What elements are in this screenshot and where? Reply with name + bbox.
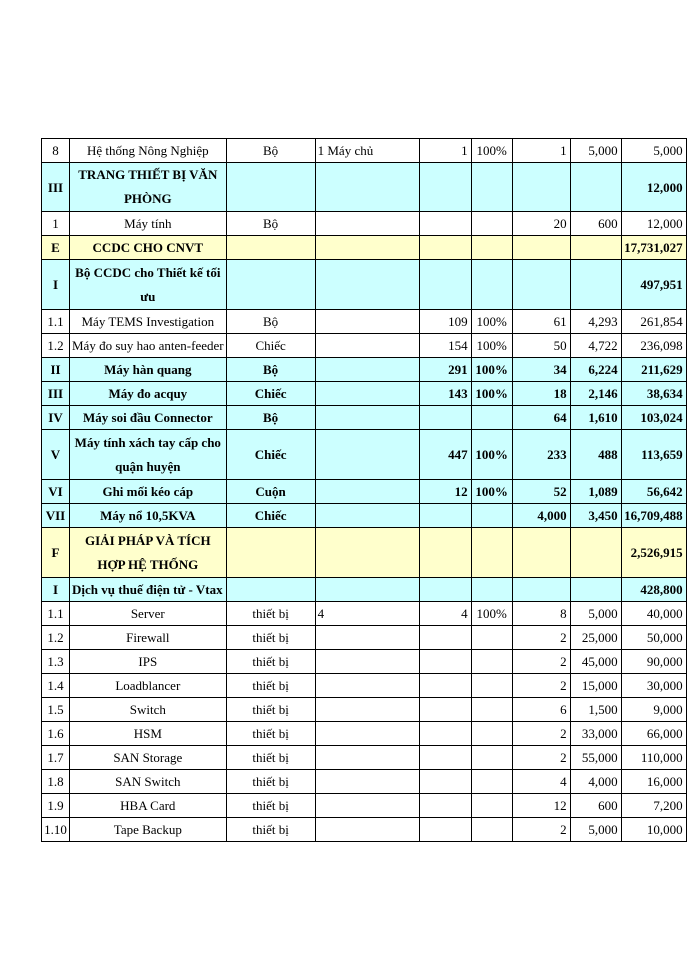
quantity-cell	[419, 746, 471, 770]
count-cell: 8	[512, 602, 570, 626]
item-name-cell: Máy soi đầu Connector	[70, 406, 227, 430]
spec-cell	[315, 794, 419, 818]
unit-price-cell	[570, 163, 621, 212]
total-cell: 30,000	[621, 674, 686, 698]
stt-cell: 1.10	[42, 818, 70, 842]
stt-cell: 1.3	[42, 650, 70, 674]
stt-cell: VII	[42, 504, 70, 528]
total-cell: 113,659	[621, 430, 686, 480]
count-cell: 1	[512, 139, 570, 163]
total-cell: 497,951	[621, 260, 686, 310]
quantity-cell	[419, 260, 471, 310]
item-name-cell: Máy nổ 10,5KVA	[70, 504, 227, 528]
item-name-cell: Máy TEMS Investigation	[70, 310, 227, 334]
table-row	[42, 818, 687, 842]
stt-cell: 1.7	[42, 746, 70, 770]
unit-cell: thiết bị	[226, 674, 315, 698]
spec-cell	[315, 430, 419, 480]
count-cell: 34	[512, 358, 570, 382]
count-cell: 2	[512, 722, 570, 746]
stt-cell: III	[42, 382, 70, 406]
quantity-cell: 4	[419, 602, 471, 626]
unit-cell: thiết bị	[226, 746, 315, 770]
unit-price-cell: 1,089	[570, 480, 621, 504]
total-cell: 90,000	[621, 650, 686, 674]
total-cell: 56,642	[621, 480, 686, 504]
percent-cell	[471, 504, 512, 528]
item-name-cell: Dịch vụ thuế điện tử - Vtax	[70, 578, 227, 602]
unit-price-cell: 2,146	[570, 382, 621, 406]
stt-cell: 8	[42, 139, 70, 163]
item-name-cell: Switch	[70, 698, 227, 722]
unit-cell: Chiếc	[226, 334, 315, 358]
stt-cell: III	[42, 163, 70, 212]
quantity-cell	[419, 406, 471, 430]
unit-price-cell	[570, 236, 621, 260]
total-cell: 103,024	[621, 406, 686, 430]
item-name-cell: Máy đo suy hao anten-feeder	[70, 334, 227, 358]
quantity-cell: 291	[419, 358, 471, 382]
count-cell: 6	[512, 698, 570, 722]
unit-price-cell: 488	[570, 430, 621, 480]
total-cell: 211,629	[621, 358, 686, 382]
unit-cell: thiết bị	[226, 794, 315, 818]
spec-cell	[315, 358, 419, 382]
spec-cell	[315, 382, 419, 406]
percent-cell: 100%	[471, 480, 512, 504]
percent-cell	[471, 406, 512, 430]
unit-cell: thiết bị	[226, 650, 315, 674]
percent-cell: 100%	[471, 358, 512, 382]
quantity-cell	[419, 236, 471, 260]
percent-cell	[471, 818, 512, 842]
unit-cell: Chiếc	[226, 382, 315, 406]
total-cell: 110,000	[621, 746, 686, 770]
total-cell: 50,000	[621, 626, 686, 650]
percent-cell	[471, 578, 512, 602]
count-cell	[512, 163, 570, 212]
percent-cell: 100%	[471, 334, 512, 358]
table-row	[42, 578, 687, 602]
percent-cell	[471, 626, 512, 650]
count-cell: 12	[512, 794, 570, 818]
table-row	[42, 746, 687, 770]
percent-cell: 100%	[471, 430, 512, 480]
count-cell	[512, 260, 570, 310]
spec-cell	[315, 626, 419, 650]
total-cell: 10,000	[621, 818, 686, 842]
percent-cell	[471, 770, 512, 794]
spec-cell	[315, 406, 419, 430]
percent-cell	[471, 746, 512, 770]
total-cell: 236,098	[621, 334, 686, 358]
unit-price-cell: 5,000	[570, 602, 621, 626]
count-cell	[512, 578, 570, 602]
unit-cell: Chiếc	[226, 430, 315, 480]
table-row	[42, 334, 687, 358]
table-row	[42, 406, 687, 430]
spec-cell	[315, 236, 419, 260]
unit-price-cell: 600	[570, 794, 621, 818]
quantity-cell: 109	[419, 310, 471, 334]
percent-cell	[471, 260, 512, 310]
table-row	[42, 212, 687, 236]
unit-cell	[226, 578, 315, 602]
unit-cell	[226, 163, 315, 212]
table-row	[42, 310, 687, 334]
spec-cell	[315, 480, 419, 504]
item-name-cell: HSM	[70, 722, 227, 746]
spec-cell	[315, 818, 419, 842]
count-cell: 64	[512, 406, 570, 430]
item-name-cell: SAN Switch	[70, 770, 227, 794]
item-name-cell: Bộ CCDC cho Thiết kế tối ưu	[70, 260, 227, 310]
unit-price-cell: 55,000	[570, 746, 621, 770]
total-cell: 12,000	[621, 163, 686, 212]
percent-cell: 100%	[471, 382, 512, 406]
unit-cell: Bộ	[226, 212, 315, 236]
stt-cell: I	[42, 578, 70, 602]
percent-cell	[471, 722, 512, 746]
spec-cell	[315, 528, 419, 578]
stt-cell: F	[42, 528, 70, 578]
table-row	[42, 480, 687, 504]
percent-cell	[471, 794, 512, 818]
count-cell: 61	[512, 310, 570, 334]
spec-cell	[315, 310, 419, 334]
unit-price-cell: 25,000	[570, 626, 621, 650]
table-row	[42, 260, 687, 310]
unit-price-cell: 6,224	[570, 358, 621, 382]
unit-cell	[226, 528, 315, 578]
unit-cell	[226, 236, 315, 260]
stt-cell: I	[42, 260, 70, 310]
item-name-cell: GIẢI PHÁP VÀ TÍCH HỢP HỆ THỐNG	[70, 528, 227, 578]
spec-cell	[315, 260, 419, 310]
spec-cell	[315, 212, 419, 236]
item-name-cell: Máy tính xách tay cấp cho quận huyện	[70, 430, 227, 480]
unit-cell: thiết bị	[226, 770, 315, 794]
stt-cell: 1	[42, 212, 70, 236]
unit-price-cell: 5,000	[570, 139, 621, 163]
unit-price-cell: 1,500	[570, 698, 621, 722]
total-cell: 12,000	[621, 212, 686, 236]
item-name-cell: HBA Card	[70, 794, 227, 818]
unit-cell: Bộ	[226, 310, 315, 334]
percent-cell	[471, 212, 512, 236]
quantity-cell	[419, 674, 471, 698]
quantity-cell	[419, 163, 471, 212]
unit-price-cell: 3,450	[570, 504, 621, 528]
total-cell: 17,731,027	[621, 236, 686, 260]
unit-price-cell: 4,722	[570, 334, 621, 358]
quantity-cell: 1	[419, 139, 471, 163]
table-row	[42, 358, 687, 382]
unit-price-cell	[570, 528, 621, 578]
item-name-cell: Server	[70, 602, 227, 626]
quantity-cell: 143	[419, 382, 471, 406]
quantity-cell: 12	[419, 480, 471, 504]
count-cell: 4	[512, 770, 570, 794]
total-cell: 66,000	[621, 722, 686, 746]
stt-cell: 1.6	[42, 722, 70, 746]
count-cell	[512, 528, 570, 578]
unit-cell: Cuộn	[226, 480, 315, 504]
unit-price-cell: 5,000	[570, 818, 621, 842]
table-row	[42, 139, 687, 163]
unit-cell: Chiếc	[226, 504, 315, 528]
table-row	[42, 674, 687, 698]
quantity-cell	[419, 794, 471, 818]
item-name-cell: Loadblancer	[70, 674, 227, 698]
quantity-cell	[419, 650, 471, 674]
unit-price-cell: 4,293	[570, 310, 621, 334]
table-row	[42, 794, 687, 818]
unit-cell: Bộ	[226, 139, 315, 163]
total-cell: 9,000	[621, 698, 686, 722]
table-row	[42, 528, 687, 578]
percent-cell: 100%	[471, 602, 512, 626]
table-row	[42, 602, 687, 626]
percent-cell	[471, 674, 512, 698]
item-name-cell: TRANG THIẾT BỊ VĂN PHÒNG	[70, 163, 227, 212]
stt-cell: IV	[42, 406, 70, 430]
quantity-cell	[419, 578, 471, 602]
item-name-cell: Máy hàn quang	[70, 358, 227, 382]
stt-cell: II	[42, 358, 70, 382]
spec-cell	[315, 650, 419, 674]
quantity-cell	[419, 626, 471, 650]
spec-cell	[315, 334, 419, 358]
stt-cell: 1.2	[42, 626, 70, 650]
item-name-cell: Hệ thống Nông Nghiệp	[70, 139, 227, 163]
stt-cell: 1.1	[42, 310, 70, 334]
unit-cell: thiết bị	[226, 818, 315, 842]
count-cell: 233	[512, 430, 570, 480]
count-cell: 52	[512, 480, 570, 504]
quantity-cell	[419, 818, 471, 842]
percent-cell	[471, 698, 512, 722]
total-cell: 261,854	[621, 310, 686, 334]
item-name-cell: Tape Backup	[70, 818, 227, 842]
spec-cell	[315, 770, 419, 794]
quantity-cell	[419, 698, 471, 722]
total-cell: 40,000	[621, 602, 686, 626]
table-row	[42, 382, 687, 406]
unit-price-cell	[570, 260, 621, 310]
stt-cell: 1.5	[42, 698, 70, 722]
spec-cell	[315, 698, 419, 722]
table-row	[42, 163, 687, 212]
item-name-cell: SAN Storage	[70, 746, 227, 770]
quantity-cell	[419, 504, 471, 528]
total-cell: 38,634	[621, 382, 686, 406]
item-name-cell: IPS	[70, 650, 227, 674]
unit-price-cell: 45,000	[570, 650, 621, 674]
unit-price-cell: 15,000	[570, 674, 621, 698]
table-row	[42, 504, 687, 528]
total-cell: 7,200	[621, 794, 686, 818]
quantity-cell	[419, 212, 471, 236]
table-row	[42, 698, 687, 722]
stt-cell: E	[42, 236, 70, 260]
unit-cell: thiết bị	[226, 722, 315, 746]
quantity-cell	[419, 722, 471, 746]
unit-price-cell: 4,000	[570, 770, 621, 794]
stt-cell: 1.4	[42, 674, 70, 698]
count-cell: 50	[512, 334, 570, 358]
stt-cell: V	[42, 430, 70, 480]
unit-price-cell: 33,000	[570, 722, 621, 746]
spec-cell	[315, 578, 419, 602]
table-row	[42, 650, 687, 674]
stt-cell: 1.9	[42, 794, 70, 818]
quantity-cell	[419, 770, 471, 794]
percent-cell	[471, 528, 512, 578]
count-cell: 2	[512, 626, 570, 650]
percent-cell	[471, 163, 512, 212]
stt-cell: 1.1	[42, 602, 70, 626]
unit-cell: Bộ	[226, 406, 315, 430]
total-cell: 428,800	[621, 578, 686, 602]
count-cell: 4,000	[512, 504, 570, 528]
stt-cell: 1.8	[42, 770, 70, 794]
item-name-cell: CCDC CHO CNVT	[70, 236, 227, 260]
unit-price-cell: 1,610	[570, 406, 621, 430]
total-cell: 2,526,915	[621, 528, 686, 578]
percent-cell	[471, 236, 512, 260]
unit-cell: Bộ	[226, 358, 315, 382]
unit-price-cell	[570, 578, 621, 602]
count-cell	[512, 236, 570, 260]
total-cell: 16,709,488	[621, 504, 686, 528]
count-cell: 2	[512, 650, 570, 674]
quantity-cell: 154	[419, 334, 471, 358]
item-name-cell: Ghi mối kéo cáp	[70, 480, 227, 504]
spec-cell	[315, 722, 419, 746]
item-name-cell: Firewall	[70, 626, 227, 650]
table-row	[42, 236, 687, 260]
unit-cell: thiết bị	[226, 626, 315, 650]
percent-cell: 100%	[471, 310, 512, 334]
count-cell: 18	[512, 382, 570, 406]
table-row	[42, 626, 687, 650]
total-cell: 16,000	[621, 770, 686, 794]
table-row	[42, 430, 687, 480]
spec-cell	[315, 163, 419, 212]
quantity-cell: 447	[419, 430, 471, 480]
percent-cell	[471, 650, 512, 674]
count-cell: 2	[512, 818, 570, 842]
unit-cell: thiết bị	[226, 602, 315, 626]
table-row	[42, 722, 687, 746]
unit-price-cell: 600	[570, 212, 621, 236]
table-row	[42, 770, 687, 794]
spec-cell	[315, 746, 419, 770]
item-name-cell: Máy tính	[70, 212, 227, 236]
count-cell: 2	[512, 674, 570, 698]
spec-cell	[315, 674, 419, 698]
quantity-cell	[419, 528, 471, 578]
total-cell: 5,000	[621, 139, 686, 163]
spec-cell	[315, 504, 419, 528]
item-name-cell: Máy đo acquy	[70, 382, 227, 406]
spec-cell: 4	[315, 602, 419, 626]
count-cell: 2	[512, 746, 570, 770]
unit-cell: thiết bị	[226, 698, 315, 722]
percent-cell: 100%	[471, 139, 512, 163]
spec-cell: 1 Máy chủ	[315, 139, 419, 163]
stt-cell: 1.2	[42, 334, 70, 358]
stt-cell: VI	[42, 480, 70, 504]
cost-table	[41, 138, 687, 842]
unit-cell	[226, 260, 315, 310]
count-cell: 20	[512, 212, 570, 236]
